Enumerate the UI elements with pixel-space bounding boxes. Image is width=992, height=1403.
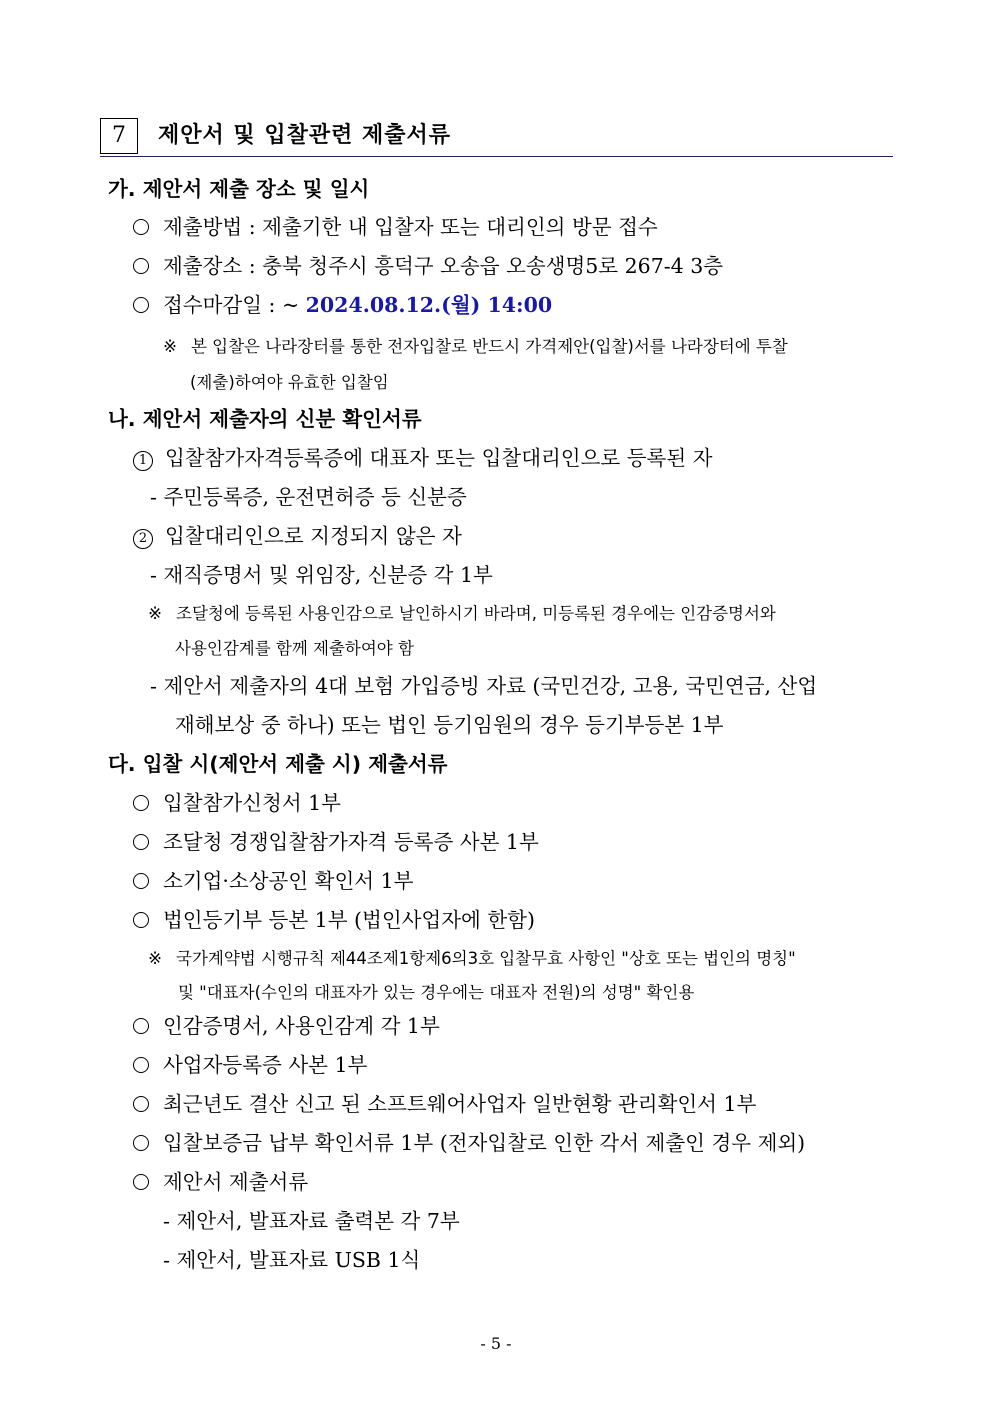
reference-mark-icon: ※ (148, 949, 162, 968)
note-line: 사용인감계를 함께 제출하여야 함 (175, 639, 414, 658)
circle-bullet-icon (133, 873, 149, 889)
list-item: 조달청 경쟁입찰참가자격 등록증 사본 1부 (133, 828, 539, 856)
reference-mark-icon: ※ (163, 337, 177, 356)
section-b-heading: 나. 제안서 제출자의 신분 확인서류 (108, 407, 422, 431)
sub-item: - 주민등록증, 운전면허증 등 신분증 (150, 485, 467, 509)
circled-number-icon: 2 (133, 529, 153, 549)
circle-bullet-icon (133, 795, 149, 811)
note-line: ※ 조달청에 등록된 사용인감으로 날인하시기 바라며, 미등록된 경우에는 인감증명서와 (148, 600, 776, 628)
note-line: ※ 본 입찰은 나라장터를 통한 전자입찰로 반드시 가격제안(입찰)서를 나라장터에 투찰 (163, 333, 788, 361)
list-item: 제출방법 : 제출기한 내 입찰자 또는 대리인의 방문 접수 (133, 213, 658, 241)
list-item: 인감증명서, 사용인감계 각 1부 (133, 1012, 440, 1040)
sub-item: - 재직증명서 및 위임장, 신분증 각 1부 (150, 563, 493, 587)
circle-bullet-icon (133, 219, 149, 235)
note-line: (제출)하여야 유효한 입찰임 (190, 373, 389, 392)
circle-bullet-icon (133, 1057, 149, 1073)
circle-bullet-icon (133, 1135, 149, 1151)
circle-bullet-icon (133, 1174, 149, 1190)
list-item: 제출장소 : 충북 청주시 흥덕구 오송읍 오송생명5로 267-4 3층 (133, 252, 723, 280)
reference-mark-icon: ※ (148, 604, 162, 623)
section-c-heading: 다. 입찰 시(제안서 제출 시) 제출서류 (108, 752, 448, 776)
list-item: 법인등기부 등본 1부 (법인사업자에 한함) (133, 906, 535, 934)
list-item: 최근년도 결산 신고 된 소프트웨어사업자 일반현황 관리확인서 1부 (133, 1090, 756, 1118)
sub-item: 재해보상 중 하나) 또는 법인 등기임원의 경우 등기부등본 1부 (175, 713, 724, 737)
list-item: 1 입찰참가자격등록증에 대표자 또는 입찰대리인으로 등록된 자 (133, 444, 712, 472)
list-item: 2 입찰대리인으로 지정되지 않은 자 (133, 522, 462, 550)
chapter-number: 7 (100, 118, 138, 154)
list-item: 제안서 제출서류 (133, 1168, 308, 1196)
list-item: 소기업·소상공인 확인서 1부 (133, 867, 413, 895)
list-item: 사업자등록증 사본 1부 (133, 1051, 367, 1079)
page-number: - 5 - (480, 1334, 512, 1353)
circle-bullet-icon (133, 1096, 149, 1112)
sub-item: - 제안서, 발표자료 출력본 각 7부 (163, 1209, 460, 1233)
note-line: ※ 국가계약법 시행규칙 제44조제1항제6의3호 입찰무효 사항인 "상호 또는 법인의 명칭" (148, 945, 796, 973)
circle-bullet-icon (133, 258, 149, 274)
sub-item: - 제안서 제출자의 4대 보험 가입증빙 자료 (국민건강, 고용, 국민연금, 산업 (150, 674, 818, 698)
chapter-header (100, 118, 893, 157)
circled-number-icon: 1 (133, 451, 153, 471)
list-item: 입찰보증금 납부 확인서류 1부 (전자입찰로 인한 각서 제출인 경우 제외) (133, 1129, 805, 1157)
circle-bullet-icon (133, 912, 149, 928)
circle-bullet-icon (133, 297, 149, 313)
note-line: 및 "대표자(수인의 대표자가 있는 경우에는 대표자 전원)의 성명" 확인용 (178, 983, 695, 1002)
deadline-item: 접수마감일 : ~ 2024.08.12.(월) 14:00 (133, 291, 552, 319)
circle-bullet-icon (133, 834, 149, 850)
chapter-title: 제안서 및 입찰관련 제출서류 (158, 123, 452, 148)
deadline-value: 2024.08.12.(월) 14:00 (305, 293, 553, 317)
circle-bullet-icon (133, 1018, 149, 1034)
list-item: 입찰참가신청서 1부 (133, 789, 341, 817)
sub-item: - 제안서, 발표자료 USB 1식 (163, 1248, 421, 1272)
section-a-heading: 가. 제안서 제출 장소 및 일시 (108, 177, 370, 201)
